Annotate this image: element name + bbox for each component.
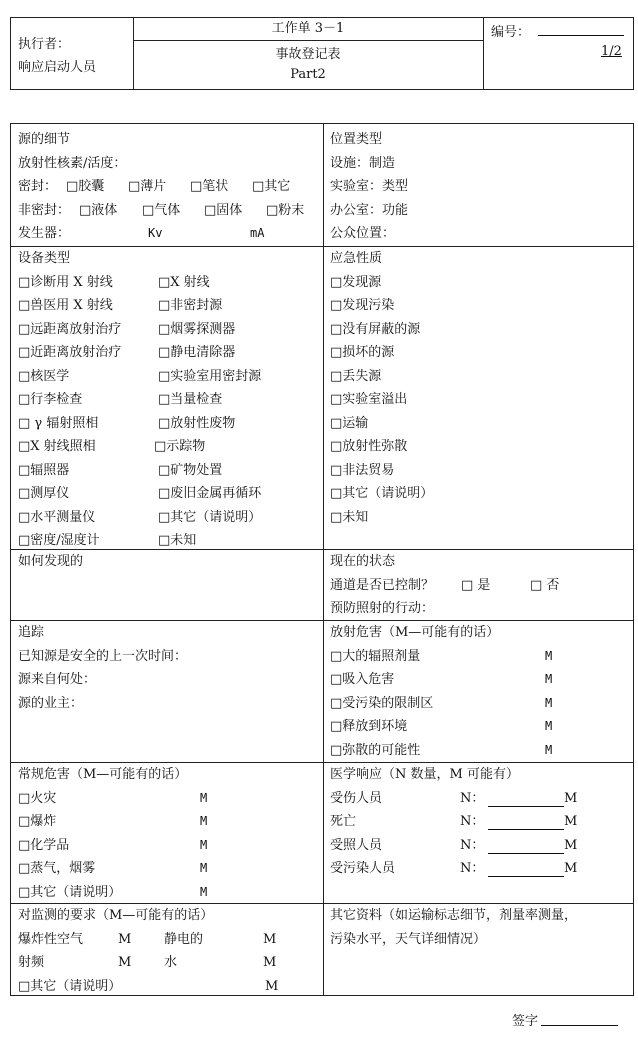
checkbox-item[interactable]: □没有屏蔽的源 [330,321,421,337]
office-field[interactable]: 办公室：功能 [330,202,409,218]
m-mark: M [200,790,208,805]
access-controlled-label: 通道是否已控制？ [330,577,435,593]
m-mark: M [564,814,578,829]
checkbox-item[interactable]: □远距离放射治疗 [18,321,122,337]
checkbox-item[interactable]: □受污染的限制区 [330,695,434,711]
access-controlled-row [330,574,630,598]
section-title: 应急性质 [330,251,383,266]
checkbox-item[interactable]: □化学品 [18,837,70,853]
checkbox-item[interactable]: □X 射线照相 [18,439,96,454]
m-mark: M [545,742,553,757]
form-header [10,17,634,90]
list-item [330,692,630,716]
form-title: 事故登记表 [275,47,341,62]
checkbox-item[interactable]: □损坏的源 [330,345,395,360]
section-subtitle: 污染水平，天气详细情况） [330,931,487,947]
m-mark: M [263,955,277,970]
checkbox-item[interactable]: □核医学 [18,368,70,384]
checkbox-item[interactable]: □丢失源 [330,368,382,384]
list-item [330,834,630,858]
checkbox-item[interactable]: □爆炸 [18,814,57,829]
list-item [18,365,318,389]
section-title: 医学响应（N 数量，M 可能有） [330,767,519,782]
medical-response-section [330,763,630,881]
current-status-section [330,550,630,621]
list-item [18,881,318,905]
checkbox-item[interactable]: □放射性弥散 [330,439,408,454]
worksheet-title: 工作单 3－1 [133,18,483,41]
section-title: 设备类型 [18,251,71,266]
checkbox-item[interactable]: □ γ 辐射照相 [18,415,99,431]
n-label: N： [460,861,485,876]
list-item [18,787,318,811]
m-mark: M [564,790,578,806]
list-item [18,529,318,553]
number-label: 编号： [491,25,531,40]
checkbox-item[interactable]: □行李检查 [18,392,83,407]
checkbox-capsule[interactable]: □胶囊 [66,179,105,194]
list-item [18,294,318,318]
signature-field[interactable] [541,1025,618,1026]
generator-row [18,222,318,246]
checkbox-item[interactable]: □测厚仪 [18,486,70,501]
unsealed-row [18,199,318,223]
tracking-section [18,621,318,715]
location-type-section [330,128,630,246]
how-found-section [18,550,318,574]
list-item [18,975,318,999]
list-item [330,645,630,669]
radiation-hazard-section [330,621,630,762]
m-mark: M [200,814,208,828]
checkbox-item[interactable]: □非密封源 [158,298,223,313]
section-title: 常规危害（M—可能有的话） [18,767,188,782]
checkbox-item[interactable]: □其它（请说明） [18,978,122,994]
dead-count-field[interactable] [488,813,564,830]
checkbox-item[interactable]: □实验室溢出 [330,392,408,407]
checkbox-item[interactable]: □吸入危害 [330,672,395,687]
section-title: 追踪 [18,625,45,640]
checkbox-item[interactable]: □发现污染 [330,298,395,313]
m-mark: M [200,884,208,899]
radio-frequency-label: 射频 [18,955,45,970]
checkbox-gas[interactable]: □气体 [142,202,181,218]
checkbox-yes[interactable]: □ 是 [461,577,491,593]
m-mark: M [118,955,132,970]
kv-unit: Kv [148,226,163,240]
source-detail-section [18,128,318,246]
activity-field[interactable]: 放射性核素/活度： [18,155,127,171]
checkbox-item[interactable]: □未知 [330,509,369,525]
list-item [18,388,318,412]
source-owner-field[interactable]: 源的业主： [18,695,84,711]
m-mark: M [263,931,277,947]
generator-label: 发生器： [18,226,71,241]
checkbox-item[interactable]: □静电清除器 [158,345,236,360]
unsealed-label: 非密封： [18,202,71,218]
m-mark: M [545,648,553,663]
water-label: 水 [164,955,178,970]
list-item [18,810,318,834]
checkbox-liquid[interactable]: □液体 [79,202,118,218]
list-item [330,787,630,811]
list-item [18,412,318,436]
checkbox-item[interactable]: □蒸气，烟雾 [18,861,96,876]
checkbox-item[interactable]: □当量检查 [158,392,223,407]
center-divider [323,124,324,995]
m-mark: M [545,719,553,733]
checkbox-item[interactable]: □运输 [330,415,369,431]
checkbox-item[interactable]: □X 射线 [158,274,210,290]
explosive-air-label: 爆炸性空气 [18,931,84,947]
section-title: 位置类型 [330,132,383,147]
header-left-cell [11,18,134,89]
monitoring-section [18,904,318,998]
checkbox-no[interactable]: □ 否 [530,577,560,593]
list-item [18,834,318,858]
m-mark: M [118,931,132,947]
checkbox-item[interactable]: □近距离放射治疗 [18,345,122,360]
facility-field[interactable]: 设施：制造 [330,155,396,171]
list-item [18,857,318,881]
checkbox-item[interactable]: □放射性废物 [158,415,236,431]
list-item [330,715,630,739]
injured-count-field[interactable] [488,790,564,807]
sealed-label: 密封： [18,179,58,194]
m-mark: M [564,837,578,853]
section-title: 放射危害（M—可能有的话） [330,625,500,640]
dead-label: 死亡 [330,814,357,829]
checkbox-pen[interactable]: □笔状 [190,179,229,194]
m-mark: M [265,978,279,994]
n-label: N： [460,837,485,853]
list-item [18,459,318,483]
n-label: N： [460,814,485,829]
contaminated-label: 受污染人员 [330,861,396,876]
checkbox-other[interactable]: □其它 [252,179,291,194]
checkbox-item[interactable]: □弥散的可能性 [330,742,421,758]
list-item [330,857,630,881]
checkbox-item[interactable]: □发现源 [330,274,382,290]
n-label: N： [460,790,485,806]
checkbox-item[interactable]: □释放到环境 [330,719,408,734]
list-item [18,506,318,530]
checkbox-powder[interactable]: □粉末 [266,202,305,218]
signature-label: 签字 [512,1014,539,1029]
checkbox-item[interactable]: □大的辐照剂量 [330,648,421,664]
checkbox-item[interactable]: □其它（请说明） [330,486,434,501]
sealed-row [18,175,318,199]
m-mark: M [200,837,208,852]
list-item [18,482,318,506]
list-item [18,928,318,952]
checkbox-item[interactable]: □密度/湿度计 [18,533,100,548]
checkbox-item[interactable]: □火灾 [18,790,57,806]
checkbox-item[interactable]: □实验室用密封源 [158,368,262,384]
checkbox-item[interactable]: □其它（请说明） [18,884,122,900]
contaminated-count-field[interactable] [488,860,564,877]
list-item [330,668,630,692]
checkbox-item[interactable]: □未知 [158,533,197,548]
m-mark: M [545,695,553,710]
other-info-section [330,904,630,951]
header-number-cell [483,18,633,89]
checkbox-item[interactable]: □其它（请说明） [158,509,262,525]
section-title: 其它资料（如运输标志细节，剂量率测量， [330,908,578,923]
page-number: 1/2 [601,44,622,59]
part-label: Part2 [290,67,326,82]
exposed-count-field[interactable] [488,837,564,854]
number-field[interactable] [538,35,624,36]
checkbox-item[interactable]: □废旧金属再循环 [158,486,262,501]
source-origin-field[interactable]: 源来自何处： [18,672,97,687]
list-item [18,341,318,365]
list-item [18,318,318,342]
checkbox-item[interactable]: □矿物处置 [158,462,223,478]
checkbox-item[interactable]: □辐照器 [18,462,70,478]
m-mark: M [200,861,208,875]
list-item [330,739,630,763]
section-title: 现在的状态 [330,554,396,569]
list-item [18,951,318,975]
protective-actions-field[interactable]: 预防照射的行动： [330,601,435,616]
checkbox-item[interactable]: □示踪物 [154,439,206,454]
m-mark: M [545,672,553,686]
section-title: 源的细节 [18,132,71,147]
list-item [18,271,318,295]
checkbox-solid[interactable]: □固体 [204,202,243,218]
registration-form [10,123,634,996]
executor-label: 执行者： [18,37,71,52]
exposed-label: 受照人员 [330,837,383,853]
list-item [18,435,318,459]
public-field[interactable]: 公众位置： [330,226,396,241]
section-title: 如何发现的 [18,554,84,569]
lab-field[interactable]: 实验室：类型 [330,179,409,194]
equipment-section [18,247,318,553]
list-item [330,810,630,834]
checkbox-item[interactable]: □水平测量仪 [18,509,96,525]
checkbox-item[interactable]: □烟雾探测器 [158,321,236,337]
checkbox-foil[interactable]: □薄片 [128,179,167,194]
header-title-cell [133,18,484,89]
conventional-hazard-section [18,763,318,904]
injured-label: 受伤人员 [330,790,383,806]
last-safe-time-field[interactable]: 已知源是安全的上一次时间： [18,648,188,664]
checkbox-item[interactable]: □兽医用 X 射线 [18,298,113,313]
section-title: 对监测的要求（M—可能有的话） [18,908,214,923]
emergency-nature-section [330,247,630,529]
static-label: 静电的 [164,931,204,947]
checkbox-item[interactable]: □非法贸易 [330,462,395,478]
m-mark: M [564,861,578,876]
ma-unit: mA [250,226,265,240]
responder-label: 响应启动人员 [18,60,97,75]
checkbox-item[interactable]: □诊断用 X 射线 [18,274,113,290]
